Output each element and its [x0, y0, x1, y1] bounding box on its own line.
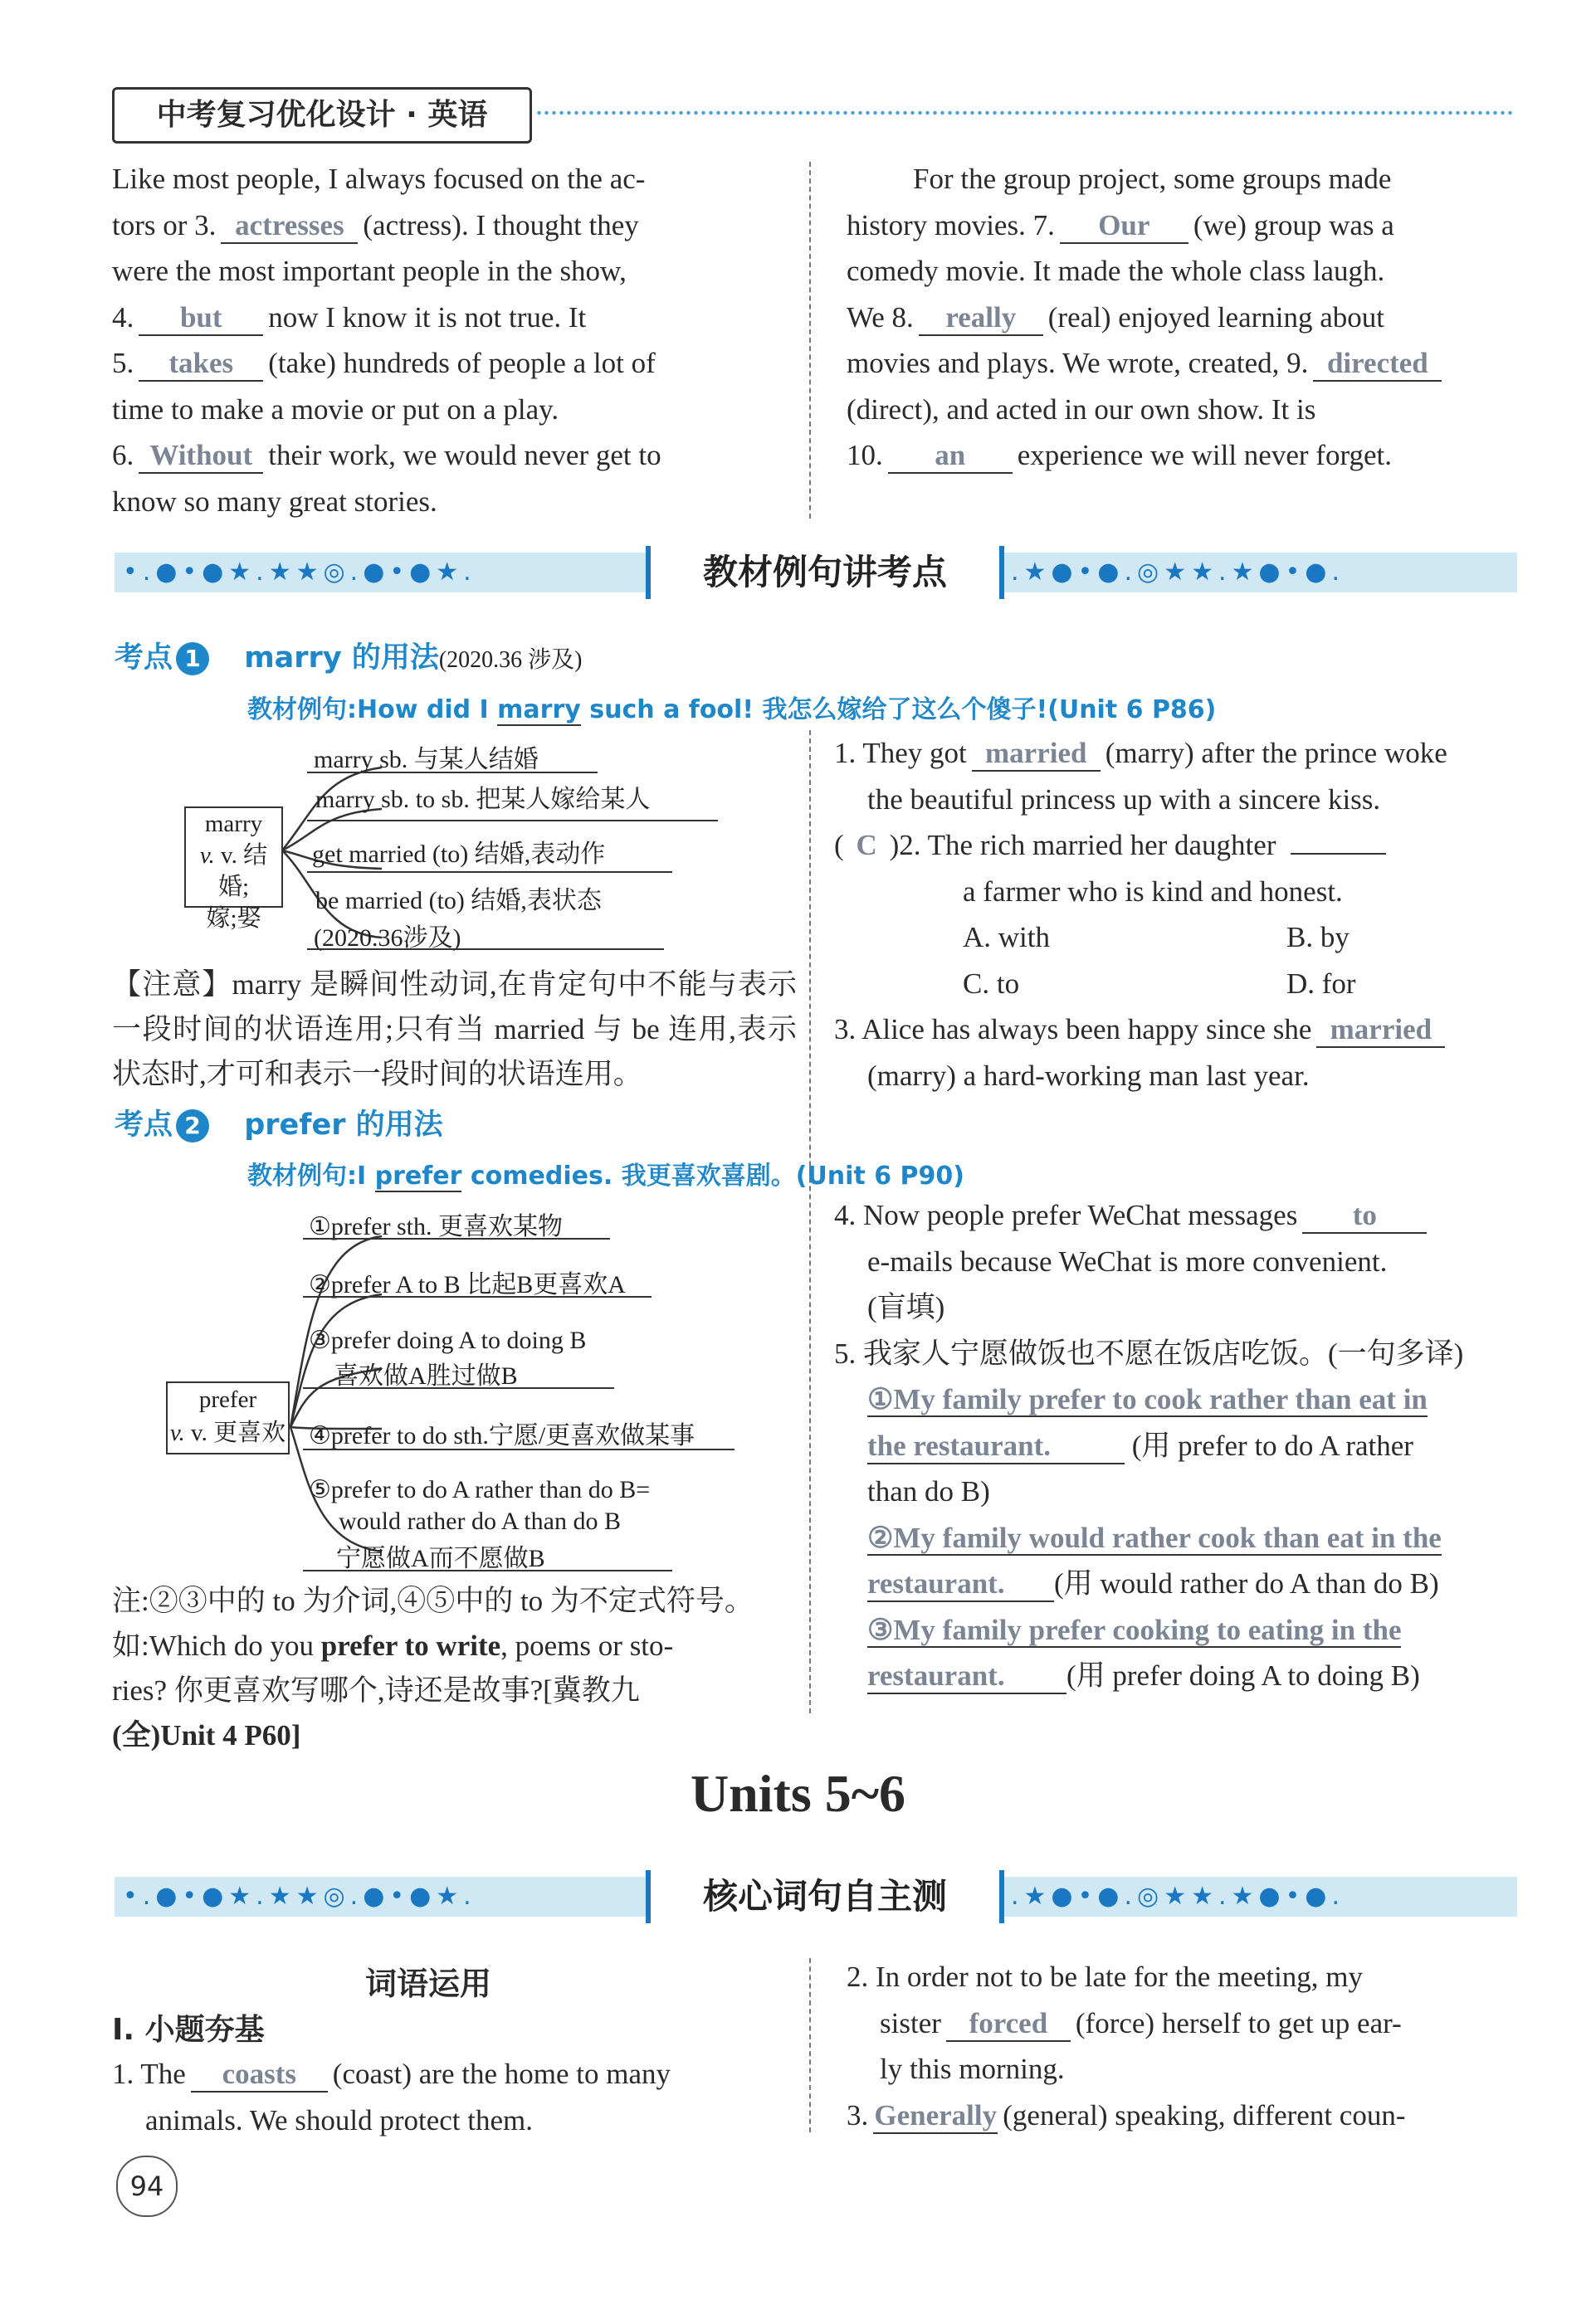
kp2-number-badge: 2: [176, 1109, 209, 1143]
q5-s1-line3: than do B): [867, 1475, 990, 1508]
q2-line: ( C )2. The rich married her daughter: [834, 822, 1515, 869]
line: movies and plays. We wrote, created, 9. directed: [847, 340, 1515, 387]
kp2-heading: 考点 2 prefer 的用法: [115, 1108, 443, 1142]
kp1-example: 教材例句:How did I marry such a fool! 我怎么嫁给了这么个傻子!(Unit 6 P86): [247, 695, 1217, 724]
line: For the group project, some groups made: [913, 163, 1392, 195]
b2-line: 2. In order not to be late for the meeting, my: [847, 1961, 1364, 1993]
kp1-number-badge: 1: [176, 642, 209, 675]
banner-title: 核心词句自主测: [646, 1870, 1004, 1923]
q3-line: 3. Alice has always been happy since she married: [834, 1006, 1515, 1053]
note-line: ries? 你更喜欢写哪个,诗还是故事?[冀教九: [112, 1674, 640, 1707]
banner-title: 教材例句讲考点: [646, 546, 1004, 599]
answer-q4: to: [1302, 1199, 1427, 1234]
answer-b3: Generally: [873, 2099, 998, 2134]
kp2-center-box: prefer v. v. 更喜欢: [166, 1381, 290, 1454]
q2-options-cd: [834, 961, 1515, 1007]
line: tors or 3. actresses (actress). I thought they: [112, 202, 780, 249]
blank-q2: [1291, 853, 1386, 855]
answer-q3: married: [1316, 1013, 1445, 1048]
book-title: 中考复习优化设计 · 英语: [112, 87, 532, 144]
bottom-right-exercises: [847, 1954, 1515, 2138]
q2-line-2: a farmer who is kind and honest.: [963, 875, 1343, 908]
line: history movies. 7. Our (we) group was a: [847, 202, 1515, 249]
kp1-branch-5: (2020.36涉及): [314, 924, 461, 952]
q5-line: 5. 我家人宁愿做饭也不愿在饭店吃饭。(一句多译): [834, 1337, 1464, 1370]
kp2-note: [112, 1579, 797, 1758]
line: (direct), and acted in our own show. It is: [847, 392, 1316, 426]
kp1-branch-4: be married (to) 结婚,表状态: [315, 887, 602, 914]
top-left-passage: [112, 156, 780, 524]
note-line: (全)Unit 4 P60]: [112, 1719, 301, 1752]
answer-q2: C: [856, 829, 877, 861]
q5-s3: [834, 1607, 1515, 1654]
q5-s2-line2: restaurant. (用 would rather do A than do B): [834, 1561, 1515, 1607]
kp2-branch-5b: would rather do A than do B: [339, 1508, 621, 1535]
units-title: Units 5~6: [690, 1764, 906, 1823]
line: 5. takes (take) hundreds of people a lot of: [112, 340, 780, 387]
answer-b1: coasts: [191, 2058, 328, 2093]
column-divider: [809, 730, 811, 1713]
answer-s3-end: restaurant.: [867, 1659, 1066, 1694]
decor-dots-right: .★●•●.◎★★.★●•●.: [1011, 558, 1345, 587]
q5-s1: [834, 1376, 1515, 1423]
b1-line: 1. The coasts (coast) are the home to many: [112, 2051, 780, 2097]
kp2-branch-4: ④prefer to do sth.宁愿/更喜欢做某事: [309, 1422, 696, 1449]
kp1-center-box: marry v. v. 结婚; 嫁;娶: [184, 806, 283, 908]
q4-line-2: e-mails because WeChat is more convenient.: [867, 1245, 1388, 1278]
option-a: A. with: [963, 921, 1050, 953]
line: comedy movie. It made the whole class laugh.: [847, 255, 1385, 287]
answer-s3: ③My family prefer cooking to eating in the: [867, 1613, 1402, 1646]
section-banner-1: [115, 553, 1517, 592]
line: 6. Without their work, we would never get to: [112, 432, 780, 479]
answer-9: directed: [1313, 347, 1442, 382]
q4-line-3: (盲填): [867, 1291, 945, 1323]
q2-options-ab: [834, 914, 1515, 961]
column-divider: [809, 1958, 811, 2132]
kp1-exercises: [834, 730, 1515, 1099]
answer-10: an: [888, 439, 1013, 474]
kp2-branch-3b: 喜欢做A胜过做B: [334, 1362, 518, 1390]
answer-5: takes: [139, 347, 263, 382]
top-right-passage: [847, 156, 1515, 479]
answer-4: but: [139, 301, 263, 336]
answer-6: Without: [139, 439, 263, 474]
option-d: D. for: [1286, 967, 1356, 1000]
answer-7: Our: [1060, 209, 1188, 244]
kp1-note: 【注意】marry 是瞬间性动词,在肯定句中不能与表示一段时间的状语连用;只有当 married 与 be 连用,表示状态时,才可和表示一段时间的状语连用。: [112, 968, 797, 1090]
q5-s3-line2: restaurant. (用 prefer doing A to doing B): [834, 1653, 1515, 1699]
answer-8: really: [919, 301, 1043, 336]
kp1-branch-1: marry sb. 与某人结婚: [314, 746, 539, 773]
option-b: B. by: [1286, 921, 1350, 953]
kp2-branch-2: ②prefer A to B 比起B更喜欢A: [309, 1271, 626, 1298]
q5-s1-line2: the restaurant. (用 prefer to do A rather: [834, 1423, 1515, 1469]
line: know so many great stories.: [112, 485, 437, 518]
b2-line-2: sister forced (force) herself to get up ear-: [847, 2000, 1515, 2047]
line: Like most people, I always focused on the ac-: [112, 163, 646, 195]
kp1-heading: 考点 1 marry 的用法(2020.36 涉及): [115, 641, 583, 675]
kp2-example: 教材例句:I prefer comedies. 我更喜欢喜剧。(Unit 6 P90): [247, 1162, 964, 1191]
kp1-branch-3: get married (to) 结婚,表动作: [312, 840, 606, 868]
option-c: C. to: [963, 967, 1020, 1000]
note-line: 如:Which do you prefer to write, poems or sto-: [112, 1630, 674, 1662]
q3-line-2: (marry) a hard-working man last year.: [867, 1059, 1310, 1092]
kp1-branch-2: marry sb. to sb. 把某人嫁给某人: [315, 786, 651, 813]
answer-s1-end: the restaurant.: [867, 1430, 1125, 1464]
kp2-branch-5a: ⑤prefer to do A rather than do B=: [309, 1476, 651, 1503]
b1-line-2: animals. We should protect them.: [145, 2103, 533, 2136]
decor-dots-left: •.●•●★.★★◎.●•●★.: [123, 558, 476, 587]
kp2-branch-5c: 宁愿做A而不愿做B: [336, 1545, 545, 1572]
line: were the most important people in the show,: [112, 255, 627, 287]
part-title: Ⅰ. 小题夯基: [112, 2013, 265, 2047]
b3-line: 3. Generally (general) speaking, different coun-: [847, 2093, 1515, 2139]
subsection-title: 词语运用: [365, 1966, 492, 2002]
note-line: 注:②③中的 to 为介词,④⑤中的 to 为不定式符号。: [112, 1585, 754, 1617]
bottom-left-exercises: [112, 2051, 780, 2143]
section-banner-2: [115, 1877, 1517, 1917]
decor-dots-left: •.●•●★.★★◎.●•●★.: [123, 1882, 476, 1911]
decor-dots-right: .★●•●.◎★★.★●•●.: [1011, 1882, 1345, 1911]
answer-b2: forced: [946, 2007, 1071, 2042]
header-dotted-rule: [535, 109, 1515, 117]
page-number: 94: [116, 2156, 178, 2217]
kp2-exercises: [834, 1192, 1515, 1699]
line: 10. an experience we will never forget.: [847, 432, 1515, 479]
answer-s2: ②My family would rather cook than eat in the: [867, 1521, 1442, 1554]
line: 4. but now I know it is not true. It: [112, 295, 780, 341]
q1-line: 1. They got married (marry) after the prince woke: [834, 730, 1515, 777]
answer-s1: ①My family prefer to cook rather than eat in: [867, 1383, 1428, 1415]
line: time to make a movie or put on a play.: [112, 392, 559, 426]
b2-line-3: ly this morning.: [880, 2053, 1065, 2085]
q4-line: 4. Now people prefer WeChat messages to: [834, 1192, 1515, 1239]
line: We 8. really (real) enjoyed learning about: [847, 295, 1515, 341]
answer-3: actresses: [221, 209, 358, 244]
answer-s2-end: restaurant.: [867, 1567, 1054, 1602]
answer-q1: married: [972, 737, 1101, 772]
q5-s2: [834, 1515, 1515, 1562]
kp2-branch-3a: ③prefer doing A to doing B: [309, 1327, 587, 1354]
kp2-branch-1: ①prefer sth. 更喜欢某物: [309, 1213, 564, 1240]
column-divider: [809, 162, 811, 519]
q1-line-2: the beautiful princess up with a sincere kiss.: [867, 782, 1381, 816]
